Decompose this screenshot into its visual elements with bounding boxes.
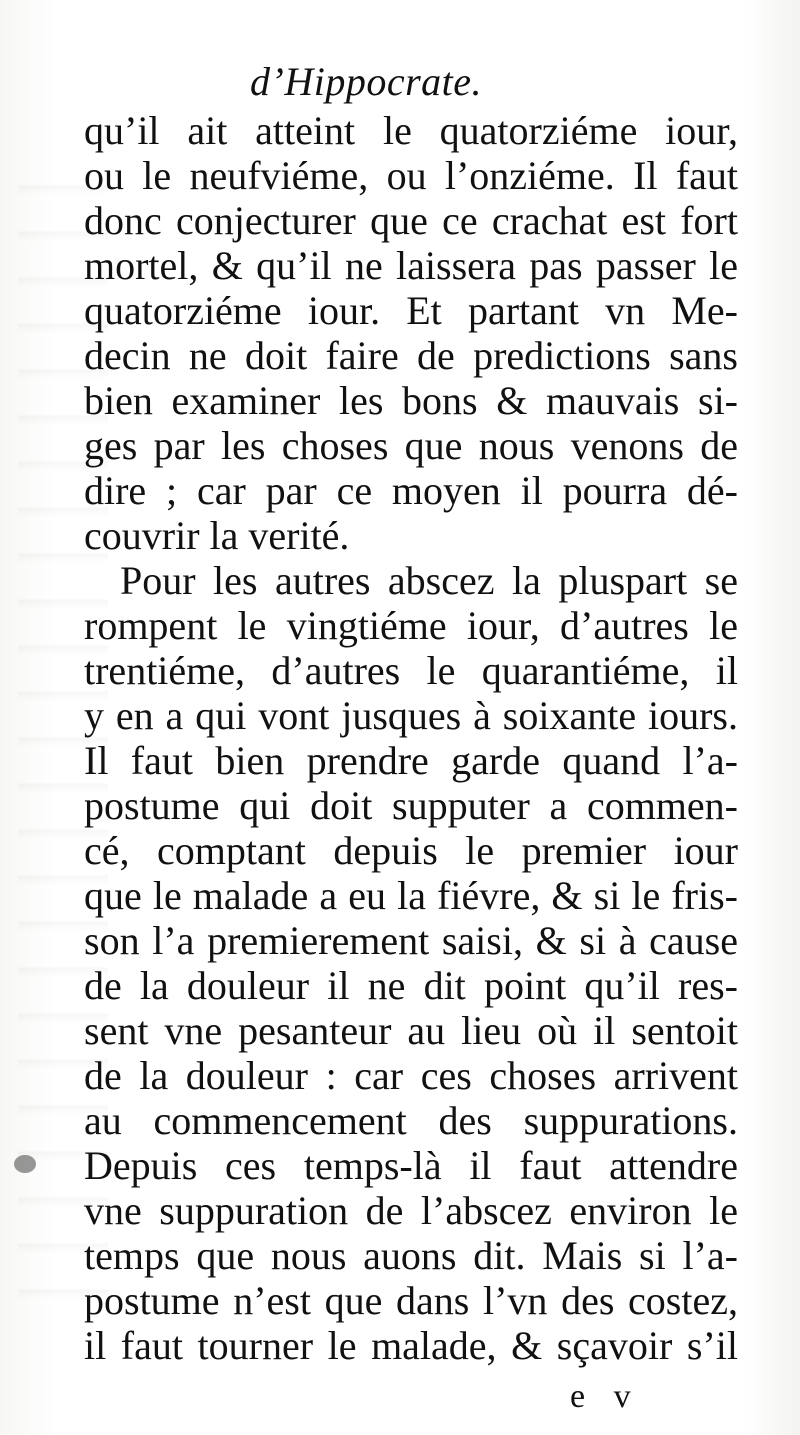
text-line: trentiéme, d’autres le quarantiéme, il <box>84 648 738 693</box>
text-line: de la douleur il ne dit point qu’il res- <box>84 963 738 1008</box>
text-line: Pour les autres abscez la pluspart se <box>120 558 738 603</box>
text-line: temps que nous auons dit. Mais si l’a- <box>84 1233 738 1278</box>
text-line: cé, comptant depuis le premier iour <box>84 828 738 873</box>
text-line: quatorziéme iour. Et partant vn Me- <box>84 288 738 333</box>
text-line: que le malade a eu la fiévre, & si le fris- <box>84 873 738 918</box>
text-line: sent vne pesanteur au lieu où il sentoit <box>84 1008 738 1053</box>
text-line: son l’a premierement saisi, & si à cause <box>84 918 738 963</box>
text-line: rompent le vingtiéme iour, d’autres le <box>84 603 738 648</box>
text-line: au commencement des suppurations. <box>84 1098 738 1143</box>
body-text <box>84 108 738 1368</box>
text-line: decin ne doit faire de predictions sans <box>84 333 738 378</box>
text-line: vne suppuration de l’abscez environ le <box>84 1188 738 1233</box>
text-line: de la douleur : car ces choses arrivent <box>84 1053 738 1098</box>
text-line: dire ; car par ce moyen il pourra dé- <box>84 468 738 513</box>
text-line: postume n’est que dans l’vn des costez, <box>84 1278 738 1323</box>
text-line: couvrir la verité. <box>84 513 350 558</box>
running-head: d’Hippocrate. <box>250 59 483 104</box>
text-line: ou le neufviéme, ou l’onziéme. Il faut <box>84 153 738 198</box>
text-line: Depuis ces temps-là il faut attendre <box>84 1143 738 1188</box>
ink-spot <box>14 1155 36 1173</box>
text-line: mortel, & qu’il ne laissera pas passer le <box>84 243 738 288</box>
signature-mark: e v <box>570 1378 641 1415</box>
text-line: ges par les choses que nous venons de <box>84 423 738 468</box>
text-line: postume qui doit supputer a commen- <box>84 783 738 828</box>
text-line: qu’il ait atteint le quatorziéme iour, <box>84 108 738 153</box>
text-line: bien examiner les bons & mauvais si- <box>84 378 738 423</box>
text-line: Il faut bien prendre garde quand l’a- <box>84 738 738 783</box>
text-line: y en a qui vont jusques à soixante iours. <box>84 693 738 738</box>
text-line: donc conjecturer que ce crachat est fort <box>84 198 738 243</box>
text-line: il faut tourner le malade, & sçavoir s’il <box>84 1323 738 1368</box>
